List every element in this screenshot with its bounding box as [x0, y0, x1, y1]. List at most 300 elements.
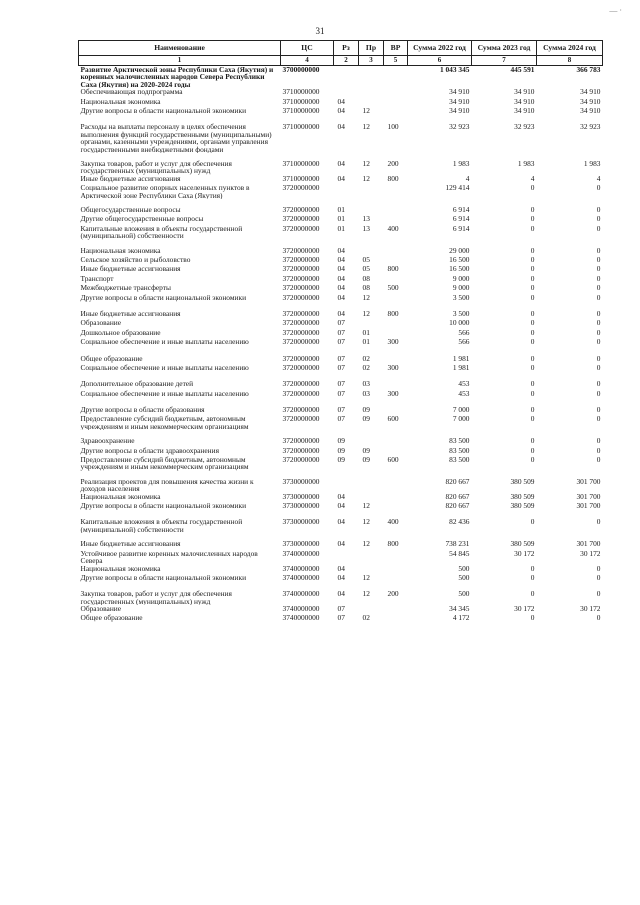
cell-vr: [384, 256, 408, 265]
cell-sum-2024: 0: [596, 224, 601, 233]
cell-name: Сельское хозяйство и рыболовство: [80, 256, 191, 265]
cell-pr: 02: [362, 354, 370, 363]
cell-sum-2024: 0: [596, 246, 601, 255]
table-row: [79, 265, 603, 274]
header-vr: ВР: [384, 41, 408, 56]
cell-sum-2024: 0: [596, 406, 601, 415]
cell-sum-2022: 83 500: [449, 446, 470, 455]
cell-pr: 09: [362, 415, 370, 424]
cell-vr: [384, 319, 408, 328]
cell-sum-2024: 0: [596, 215, 601, 224]
cell-pr: 13: [362, 224, 370, 233]
cell-cs: 3720000000: [282, 456, 320, 465]
cell-sum-2024: 0: [596, 389, 601, 398]
cell-cs: 3700000000: [282, 65, 320, 74]
cell-pr: 01: [362, 328, 370, 337]
spacer-cell: [79, 533, 603, 540]
cell-sum-2022: 1 983: [452, 160, 470, 169]
cell-vr: [384, 215, 408, 224]
table-row: [79, 338, 603, 347]
cell-cs: 3720000000: [282, 380, 320, 389]
cell-rz: [334, 550, 359, 565]
header-sum-2024: Сумма 2024 год: [537, 41, 603, 56]
cell-sum-2022: 3 500: [452, 309, 470, 318]
cell-cs: 3740000000: [282, 590, 320, 599]
cell-sum-2023: 0: [530, 518, 535, 527]
cell-sum-2022: 453: [458, 389, 470, 398]
cell-rz: 04: [337, 284, 345, 293]
cell-cs: 3740000000: [282, 549, 320, 558]
header-cs: ЦС: [281, 41, 334, 56]
cell-rz: [334, 88, 359, 97]
cell-vr: 100: [387, 123, 399, 132]
table-row: [79, 550, 603, 565]
table-row: [79, 256, 603, 265]
cell-sum-2022: 4 172: [452, 614, 470, 623]
cell-rz: [334, 478, 359, 493]
cell-vr: [384, 437, 408, 446]
cell-pr: 03: [362, 380, 370, 389]
spacer-cell: [79, 116, 603, 123]
cell-name: Общее образование: [80, 614, 143, 623]
cell-rz: 04: [337, 123, 345, 132]
cell-vr: [384, 447, 408, 456]
header-row: [79, 41, 603, 56]
spacer-row: [79, 303, 603, 310]
cell-name: Национальная экономика: [80, 246, 161, 255]
cell-vr: [384, 380, 408, 389]
cell-rz: 07: [337, 614, 345, 623]
spacer-row: [79, 399, 603, 406]
cell-cs: 3720000000: [282, 354, 320, 363]
cell-pr: 09: [362, 456, 370, 465]
cell-name: Иные бюджетные ассигнования: [80, 540, 181, 549]
cell-vr: 800: [387, 540, 399, 549]
cell-sum-2022: 29 000: [449, 246, 470, 255]
cell-vr: [384, 614, 408, 623]
cell-vr: 600: [387, 415, 399, 424]
cell-cs: 3720000000: [282, 406, 320, 415]
table-row: [79, 518, 603, 533]
cell-sum-2024: 301 700: [576, 492, 601, 501]
cell-rz: 07: [337, 338, 345, 347]
cell-vr: [384, 550, 408, 565]
column-number: 3: [359, 56, 384, 66]
spacer-cell: [79, 511, 603, 518]
cell-pr: 12: [362, 518, 370, 527]
cell-vr: [384, 247, 408, 256]
cell-pr: 09: [362, 406, 370, 415]
cell-pr: 13: [362, 215, 370, 224]
spacer-row: [79, 511, 603, 518]
cell-sum-2022: 7 000: [452, 406, 470, 415]
cell-cs: 3720000000: [282, 246, 320, 255]
cell-rz: 04: [337, 492, 345, 501]
cell-vr: 800: [387, 265, 399, 274]
cell-cs: 3710000000: [282, 174, 320, 183]
spacer-cell: [79, 153, 603, 160]
spacer-cell: [79, 430, 603, 437]
cell-sum-2024: 0: [596, 415, 601, 424]
cell-pr: 12: [362, 590, 370, 599]
cell-name: Транспорт: [80, 274, 114, 283]
cell-pr: [359, 184, 384, 199]
table-row: [79, 175, 603, 184]
cell-sum-2023: 0: [530, 456, 535, 465]
cell-vr: 600: [387, 456, 399, 465]
table-row: [79, 294, 603, 303]
table-row: [79, 206, 603, 215]
cell-pr: [359, 565, 384, 574]
cell-cs: 3720000000: [282, 319, 320, 328]
cell-rz: 04: [337, 564, 345, 573]
cell-pr: 12: [362, 540, 370, 549]
cell-vr: 500: [387, 284, 399, 293]
cell-sum-2023: 0: [530, 319, 535, 328]
cell-pr: 12: [362, 174, 370, 183]
cell-rz: 07: [337, 380, 345, 389]
cell-vr: [384, 88, 408, 97]
column-number: 4: [281, 56, 334, 66]
cell-cs: 3720000000: [282, 206, 320, 215]
table-row: [79, 88, 603, 97]
table-row: [79, 590, 603, 605]
cell-vr: [384, 206, 408, 215]
cell-cs: 3720000000: [282, 224, 320, 233]
cell-rz: 01: [337, 206, 345, 215]
cell-sum-2022: 4: [465, 174, 470, 183]
table-row: [79, 437, 603, 446]
cell-cs: 3730000000: [282, 518, 320, 527]
cell-cs: 3720000000: [282, 309, 320, 318]
spacer-row: [79, 471, 603, 478]
cell-name: Социальное обеспечение и иные выплаты населению: [80, 338, 249, 347]
table-row: [79, 478, 603, 493]
cell-sum-2022: 500: [458, 590, 470, 599]
cell-pr: [359, 550, 384, 565]
cell-sum-2024: 0: [596, 564, 601, 573]
cell-rz: 04: [337, 518, 345, 527]
cell-cs: 3740000000: [282, 564, 320, 573]
cell-pr: [359, 88, 384, 97]
cell-cs: 3710000000: [282, 97, 320, 106]
cell-sum-2023: 0: [530, 406, 535, 415]
cell-cs: 3740000000: [282, 573, 320, 582]
cell-sum-2023: 0: [530, 206, 535, 215]
cell-name: Социальное развитие опорных населенных пунктов в Арктической зоне Республики Саха (Якутия): [80, 184, 250, 200]
spacer-row: [79, 116, 603, 123]
cell-cs: 3720000000: [282, 256, 320, 265]
cell-pr: [359, 605, 384, 614]
cell-vr: 300: [387, 338, 399, 347]
cell-sum-2022: 500: [458, 564, 470, 573]
cell-name: Предоставление субсидий бюджетным, автономным учреждениям и иным некоммерческим организациям: [80, 415, 249, 431]
cell-cs: 3720000000: [282, 265, 320, 274]
cell-sum-2023: 0: [530, 328, 535, 337]
cell-pr: 09: [362, 446, 370, 455]
cell-sum-2023: 0: [530, 446, 535, 455]
spacer-cell: [79, 471, 603, 478]
cell-sum-2024: 0: [596, 309, 601, 318]
column-number-row: [79, 56, 603, 66]
cell-sum-2023: 0: [530, 265, 535, 274]
table-row: [79, 225, 603, 240]
cell-name: Другие вопросы в области национальной экономики: [80, 502, 247, 511]
cell-pr: [359, 478, 384, 493]
cell-vr: 200: [387, 160, 399, 169]
table-row: [79, 160, 603, 175]
cell-sum-2023: 0: [530, 215, 535, 224]
cell-sum-2023: 380 509: [510, 540, 535, 549]
cell-sum-2022: 566: [458, 338, 470, 347]
cell-pr: [359, 437, 384, 446]
budget-table: [78, 40, 603, 624]
cell-sum-2024: 0: [596, 380, 601, 389]
cell-sum-2023: 0: [530, 590, 535, 599]
cell-sum-2024: 0: [596, 446, 601, 455]
cell-name: Другие вопросы в области национальной экономики: [80, 293, 247, 302]
cell-pr: [359, 66, 384, 89]
cell-rz: [334, 184, 359, 199]
table-row: [79, 98, 603, 107]
cell-rz: 04: [337, 174, 345, 183]
cell-name: Другие общегосударственные вопросы: [80, 215, 204, 224]
table-row: [79, 247, 603, 256]
cell-cs: 3720000000: [282, 363, 320, 372]
cell-rz: 04: [337, 265, 345, 274]
cell-vr: 400: [387, 518, 399, 527]
column-number: 1: [79, 56, 281, 66]
cell-vr: [384, 66, 408, 89]
cell-sum-2023: 0: [530, 338, 535, 347]
header-name: Наименование: [79, 41, 281, 56]
cell-sum-2023: 0: [530, 380, 535, 389]
cell-rz: 04: [337, 293, 345, 302]
cell-name: Образование: [80, 319, 122, 328]
cell-sum-2024: 0: [596, 573, 601, 582]
cell-name: Другие вопросы в области национальной экономики: [80, 107, 247, 115]
cell-rz: 07: [337, 389, 345, 398]
cell-cs: 3720000000: [282, 415, 320, 424]
cell-name: Закупка товаров, работ и услуг для обеспечения государственных (муниципальных) нужд: [80, 160, 232, 175]
cell-vr: 200: [387, 590, 399, 599]
cell-name: Обеспечивающая подпрограмма: [80, 88, 183, 97]
cell-pr: 08: [362, 284, 370, 293]
cell-vr: [384, 275, 408, 284]
spacer-row: [79, 583, 603, 590]
cell-cs: 3720000000: [282, 274, 320, 283]
cell-sum-2023: 0: [530, 309, 535, 318]
cell-cs: 3730000000: [282, 540, 320, 549]
cell-name: Капитальные вложения в объекты государственной (муниципальной) собственности: [80, 518, 243, 534]
cell-sum-2024: 1 983: [583, 160, 601, 169]
cell-name: Другие вопросы в области здравоохранения: [80, 446, 219, 455]
cell-sum-2022: 738 231: [445, 540, 470, 549]
cell-rz: 04: [337, 160, 345, 169]
cell-sum-2023: 0: [530, 293, 535, 302]
cell-sum-2024: 0: [596, 293, 601, 302]
cell-vr: 400: [387, 224, 399, 233]
table-body: [79, 66, 603, 624]
cell-sum-2024: 0: [596, 338, 601, 347]
spacer-row: [79, 199, 603, 206]
cell-sum-2022: 34 910: [449, 88, 470, 97]
spacer-row: [79, 533, 603, 540]
cell-sum-2022: 1 981: [452, 363, 470, 372]
cell-sum-2024: 34 910: [580, 107, 601, 115]
spacer-cell: [79, 199, 603, 206]
cell-name: Здравоохранение: [80, 437, 135, 446]
spacer-cell: [79, 240, 603, 247]
cell-pr: 08: [362, 274, 370, 283]
spacer-row: [79, 373, 603, 380]
cell-vr: [384, 98, 408, 107]
cell-sum-2023: 380 509: [510, 492, 535, 501]
cell-vr: [384, 406, 408, 415]
spacer-cell: [79, 373, 603, 380]
cell-sum-2024: 0: [596, 319, 601, 328]
cell-sum-2022: 6 914: [452, 206, 470, 215]
cell-sum-2023: 0: [530, 389, 535, 398]
cell-sum-2022: 6 914: [452, 224, 470, 233]
cell-sum-2023: 34 910: [514, 97, 535, 106]
cell-sum-2022: 7 000: [452, 415, 470, 424]
cell-pr: 12: [362, 123, 370, 132]
cell-cs: 3740000000: [282, 605, 320, 614]
column-number: 5: [384, 56, 408, 66]
cell-cs: 3720000000: [282, 328, 320, 337]
table-row: [79, 502, 603, 511]
cell-rz: 07: [337, 415, 345, 424]
cell-pr: 02: [362, 614, 370, 623]
cell-rz: 04: [337, 246, 345, 255]
cell-sum-2024: 0: [596, 265, 601, 274]
cell-name: Развитие Арктической зоны Республики Саха (Якутия) и коренных малочисленных народов Севера Республики Саха (Якутия) на 2020-2024 годы: [80, 65, 274, 89]
cell-rz: [334, 66, 359, 89]
cell-rz: 04: [337, 107, 345, 115]
table-row: [79, 415, 603, 430]
cell-pr: 05: [362, 265, 370, 274]
cell-sum-2023: 0: [530, 284, 535, 293]
column-number: 7: [472, 56, 537, 66]
cell-sum-2024: 0: [596, 284, 601, 293]
cell-sum-2023: 0: [530, 354, 535, 363]
cell-name: Капитальные вложения в объекты государственной (муниципальной) собственности: [80, 224, 243, 240]
cell-rz: 01: [337, 224, 345, 233]
cell-sum-2024: 0: [596, 437, 601, 446]
spacer-row: [79, 240, 603, 247]
table-row: [79, 107, 603, 116]
table-row: [79, 355, 603, 364]
cell-cs: 3720000000: [282, 184, 320, 193]
header-sum-2022: Сумма 2022 год: [408, 41, 472, 56]
cell-vr: [384, 605, 408, 614]
table-row: [79, 310, 603, 319]
cell-vr: [384, 493, 408, 502]
table-row: [79, 275, 603, 284]
cell-sum-2022: 54 845: [449, 549, 470, 558]
cell-sum-2023: 445 591: [510, 65, 535, 74]
page-number: 31: [315, 26, 325, 36]
cell-sum-2023: 380 509: [510, 502, 535, 511]
table-row: [79, 447, 603, 456]
cell-sum-2024: 0: [596, 590, 601, 599]
cell-sum-2023: 0: [530, 363, 535, 372]
cell-cs: 3740000000: [282, 614, 320, 623]
cell-sum-2024: 0: [596, 184, 601, 193]
cell-vr: [384, 294, 408, 303]
cell-sum-2024: 0: [596, 363, 601, 372]
table-row: [79, 123, 603, 153]
cell-sum-2023: 0: [530, 564, 535, 573]
cell-sum-2023: 0: [530, 274, 535, 283]
cell-sum-2023: 0: [530, 184, 535, 193]
cell-sum-2024: 301 700: [576, 477, 601, 486]
cell-name: Иные бюджетные ассигнования: [80, 174, 181, 183]
cell-sum-2022: 34 910: [449, 107, 470, 115]
table-row: [79, 574, 603, 583]
cell-rz: 04: [337, 97, 345, 106]
cell-pr: [359, 247, 384, 256]
cell-sum-2023: 1 983: [517, 160, 535, 169]
cell-sum-2022: 9 000: [452, 274, 470, 283]
cell-sum-2023: 0: [530, 256, 535, 265]
cell-name: Устойчивое развитие коренных малочисленных народов Севера: [80, 549, 258, 565]
cell-rz: 04: [337, 256, 345, 265]
table-row: [79, 493, 603, 502]
corner-mark: — ·: [609, 6, 622, 15]
cell-name: Общегосударственные вопросы: [80, 206, 181, 215]
table-row: [79, 406, 603, 415]
cell-vr: [384, 478, 408, 493]
cell-rz: 01: [337, 215, 345, 224]
cell-vr: [384, 502, 408, 511]
cell-pr: [359, 493, 384, 502]
column-number: 2: [334, 56, 359, 66]
cell-pr: 02: [362, 363, 370, 372]
header-rz: Рз: [334, 41, 359, 56]
cell-sum-2024: 0: [596, 328, 601, 337]
cell-sum-2023: 380 509: [510, 477, 535, 486]
cell-sum-2023: 0: [530, 614, 535, 623]
cell-cs: 3720000000: [282, 389, 320, 398]
cell-pr: 12: [362, 160, 370, 169]
cell-sum-2024: 0: [596, 354, 601, 363]
cell-cs: 3730000000: [282, 477, 320, 486]
cell-sum-2023: 34 910: [514, 107, 535, 115]
cell-pr: 12: [362, 573, 370, 582]
cell-vr: 300: [387, 389, 399, 398]
cell-name: Расходы на выплаты персоналу в целях обеспечения выполнения функций государственными (муниципальными) органами, казенными учреждениями, органами управления государственными внебюджетными фондами: [80, 123, 272, 154]
cell-sum-2022: 1 043 345: [439, 65, 470, 74]
cell-rz: 09: [337, 456, 345, 465]
cell-sum-2022: 500: [458, 573, 470, 582]
cell-cs: 3710000000: [282, 123, 320, 132]
cell-cs: 3720000000: [282, 437, 320, 446]
spacer-row: [79, 153, 603, 160]
cell-pr: 12: [362, 502, 370, 511]
cell-vr: 800: [387, 309, 399, 318]
cell-rz: 04: [337, 309, 345, 318]
cell-vr: 800: [387, 174, 399, 183]
cell-cs: 3710000000: [282, 160, 320, 169]
cell-cs: 3720000000: [282, 446, 320, 455]
spacer-cell: [79, 399, 603, 406]
cell-name: Иные бюджетные ассигнования: [80, 309, 181, 318]
cell-vr: [384, 329, 408, 338]
cell-sum-2023: 0: [530, 573, 535, 582]
cell-sum-2022: 16 500: [449, 265, 470, 274]
